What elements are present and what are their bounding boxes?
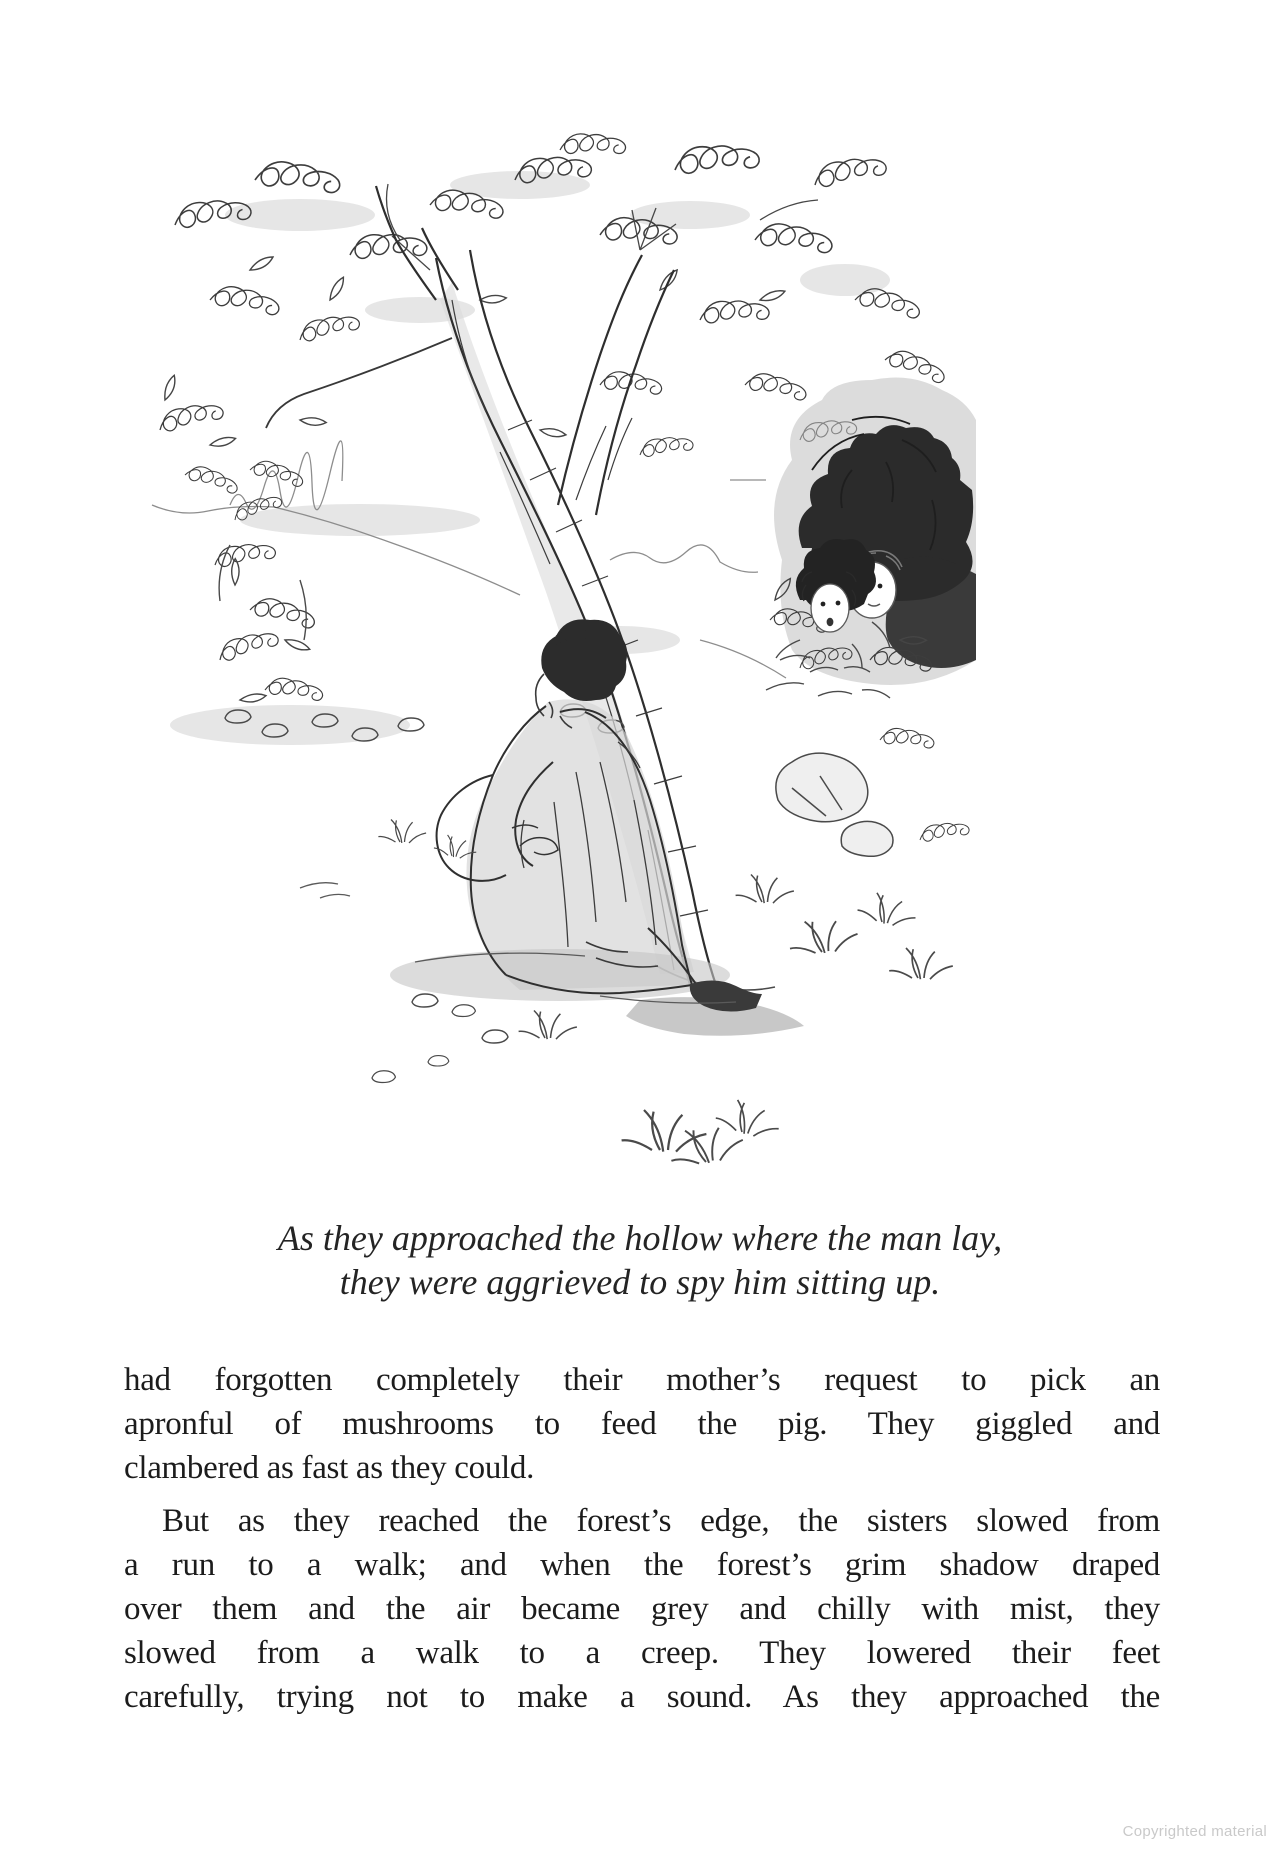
text-line: over them and the air became grey and chilly with mist, they (124, 1591, 1160, 1627)
illustration-sketch (140, 120, 980, 1180)
text-line: But as they reached the forest’s edge, the sisters slowed from (162, 1503, 1160, 1539)
illustration-caption (0, 1216, 1280, 1304)
text-line: slowed from a walk to a creep. They lowered their feet (124, 1635, 1160, 1671)
text-line: a run to a walk; and when the forest’s grim shadow draped (124, 1547, 1160, 1583)
text-line: apronful of mushrooms to feed the pig. They giggled and (124, 1406, 1160, 1442)
caption-line: As they approached the hollow where the man lay, (277, 1218, 1003, 1258)
illustration (140, 120, 980, 1180)
text-line: clambered as fast as they could. (124, 1450, 535, 1486)
text-line: carefully, trying not to make a sound. As they approached the (124, 1679, 1160, 1715)
rocks (776, 753, 893, 856)
left-bush (156, 375, 240, 494)
dark-bush (769, 378, 976, 685)
text-line: had forgotten completely their mother’s request to pick an (124, 1362, 1160, 1398)
seated-man (390, 619, 804, 1035)
caption-line: they were aggrieved to spy him sitting up. (339, 1262, 941, 1302)
body-text (124, 1358, 1160, 1719)
watermark: Copyrighted material (1122, 1823, 1267, 1840)
